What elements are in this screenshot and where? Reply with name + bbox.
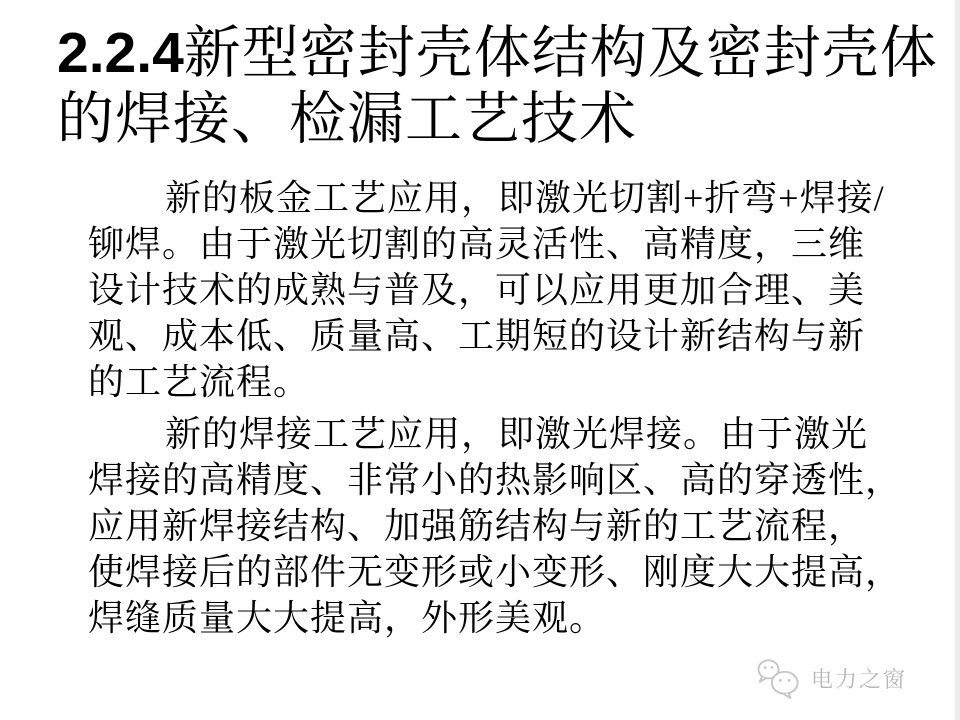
paragraph-1 <box>88 175 903 405</box>
paragraph-2 <box>88 411 903 641</box>
paragraph-1-line-1: 新的板金工艺应用，即激光切割+折弯+焊接/ <box>165 178 885 218</box>
section-number: 2.2.4 <box>57 21 184 85</box>
watermark-logo <box>756 657 907 699</box>
wechat-chat-bubbles-icon <box>756 657 802 699</box>
slide-title-line1 <box>57 20 938 87</box>
paragraph-2-line-4: 使焊接后的部件无变形或小变形、刚度大大提高， <box>88 552 903 592</box>
watermark-text: 电力之窗 <box>810 666 907 692</box>
slide-title-line1-text: 新型密封壳体结构及密封壳体 <box>183 22 938 85</box>
paragraph-2-line-3: 应用新焊接结构、加强筋结构与新的工艺流程， <box>88 506 866 546</box>
paragraph-1-line-2: 铆焊。由于激光切割的高灵活性、高精度，三维 <box>88 224 866 264</box>
slide-title <box>57 20 938 153</box>
paragraph-2-line-5: 焊缝质量大大提高，外形美观。 <box>88 598 607 638</box>
paragraph-2-line-2: 焊接的高精度、非常小的热影响区、高的穿透性， <box>88 460 903 500</box>
paragraph-1-line-4: 观、成本低、质量高、工期短的设计新结构与新 <box>88 316 866 356</box>
paragraph-2-line-1: 新的焊接工艺应用，即激光焊接。由于激光 <box>165 414 869 454</box>
slide-title-line2: 的焊接、检漏工艺技术 <box>57 88 637 151</box>
paragraph-1-line-3: 设计技术的成熟与普及，可以应用更加合理、美 <box>88 270 866 310</box>
paragraph-1-line-5: 的工艺流程。 <box>88 362 311 402</box>
slide-body <box>88 175 903 641</box>
right-edge-strip <box>955 0 960 720</box>
